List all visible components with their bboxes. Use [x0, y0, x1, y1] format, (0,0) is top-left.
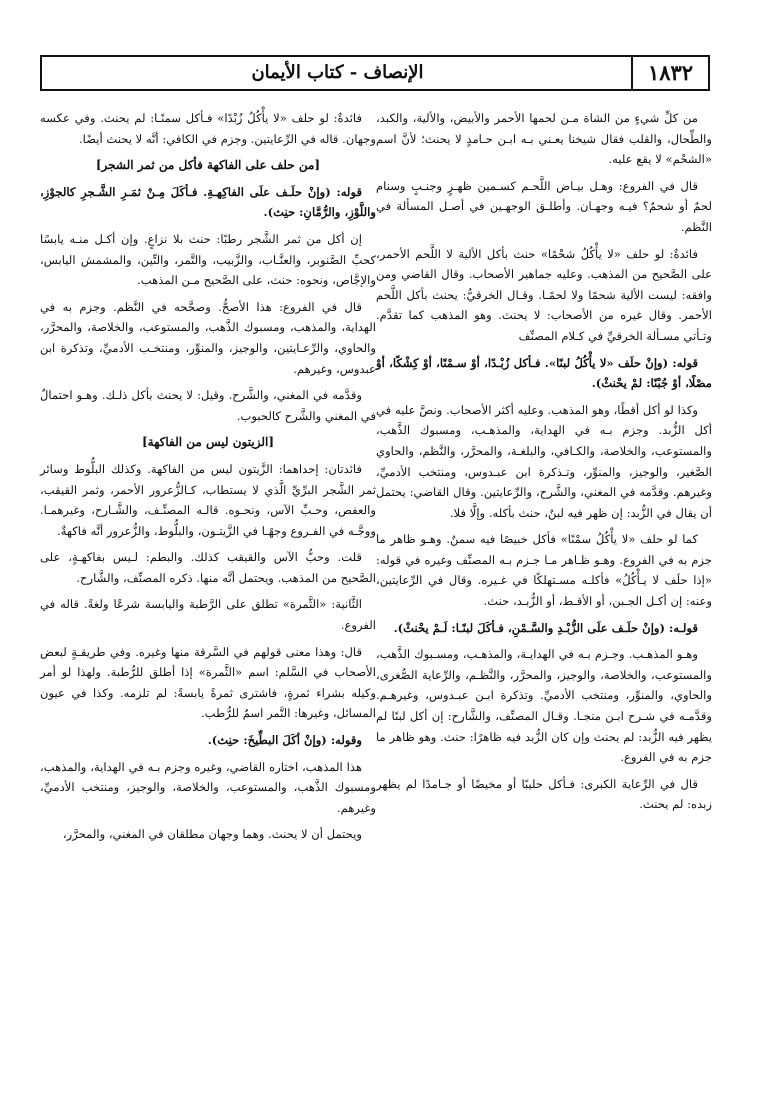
- left-column: [40, 108, 376, 851]
- paragraph: فائدةٌ: لو حلف «لا يأْكُلُ زُبْدًا» فـأكل سمنًـا: لم يحنث. وفي عكسه وجهان. قاله في الرِّعايتين. وجزم في الكافي: أنَّه لا يحنث أيضًا.: [40, 111, 376, 146]
- paragraph: إن أكل من ثمر الشَّجر رطبًا: حنث بلا نزاعٍ. وإن أكـل منـه يابسًا كحبِّ الصَّنوبر، والعنَّـاب، والزَّبيب، والتَّمر، والتِّين، والمشمش اليابس، والإجَّاص، ونحوه: حنث، على الصَّحيح مـن المذهب.: [40, 231, 376, 288]
- paragraph: قال في الرِّعاية الكبرى: فـأكل حليبًا أو مخيضًا أو جـامدًا لم يظهر زبده: لم يحنث.: [376, 776, 712, 812]
- paragraph: قال في الفروع: وهـل بيـاض اللَّحـم كسـمين ظهـرٍ وجنـبٍ وسنام لحمٌ أو شحمٌ؟ فيـه وجهـان. وأطلـق الوجهـين في أصـل المسألة في النَّظم.: [376, 178, 712, 234]
- quoted-text: قولـه: (وإنْ حلَـف علَى الزُّبْـدِ والسَّـمْنِ، فـأكَلَ لبنًـا: لَـمْ يحْنثْ).: [393, 620, 698, 635]
- quoted-text: قوله: (وإنْ حلَف «لا يأْكُلُ لبنًا». فـأكل زُبْـدًا، أوْ سـمْنًا، أوْ كِشْكًا، أوْ مصْلًا، أوْ جُبْنًا: لمْ يحْنثْ).: [376, 355, 712, 391]
- section-heading: [من حلف على الفاكهة فأكل من ثمر الشجر]: [95, 158, 321, 173]
- paragraph: فائدتان: إحداهما: الزَّيتون ليس من الفاكهة. وكذلك البلُّوط وسائر ثمر الشَّجر البرِّيِّ الَّذي لا يستطاب، كـالزُّعرور الأحمر، وثمر القيقب، والعفص، وحـبِّ الآس، ونحـوه. قالـه المصنِّـف، والشَّـارح، وغيرهمـا. ووجَّـه في الفـروع وجهًـا في الزَّيتـون، والبلُّوط، والزُّعرور أنَّه فاكهةٌ.: [40, 461, 376, 538]
- running-title: الإنصاف - كتاب الأيمان: [251, 62, 424, 83]
- paragraph: فائدةٌ: لو حلف «لا يأْكُلُ شحْمًا» حنث بأكل الألية لا اللَّحم الأحمر، على الصَّحيح من المذهب. وعليه جماهير الأصحاب. وقال القاضي ومن وافقه: ليست الألية شحمًا ولا لحمًـا. وقـال الخرقيُّ: يحنث بأكل اللَّحم الأحمر. وقال غيره من الأصحاب: لا يحنث. وهو المذهب كما تقدَّم. وتـأتي مسـألة الخرقيِّ في كـلام المصنِّف: [376, 246, 712, 343]
- page-number: ١٨٣٢: [631, 57, 708, 89]
- section-heading: [الزيتون ليس من الفاكهة]: [141, 435, 274, 450]
- paragraph: وهـو المذهـب. وجـزم بـه في الهدايـة، والمذهـب، ومسـبوك الذَّهب، والمستوعب، والخلاصة، والوجيز، والمحرَّر، والنَّظـم، والرِّعاية الصُّغرى، والحاوي، والمنوِّر، ومنتخب الأدميِّ. وتذكرة ابـن عبـدوس، وغيرهـم. وقدَّمـه في شـرح ابـن منجـا. وقـال المصنِّف، والشَّارح: إن أكل لبنًا لم يظهر فيه الزُّبد: لم يحنث وإن كان الزُّبد فيه ظاهرًا: حنث. وهو ظاهر ما جزم به في الفروع.: [376, 647, 712, 765]
- paragraph: قلت. وحبُّ الآس والقيقب كذلك. والبطم: لـيس بفاكهـةٍ، على الصَّحيح من المذهب. ويحتمل أنَّه منها. ذكره المصنِّف، والشَّارح.: [40, 550, 376, 585]
- paragraph: ويحتمل أن لا يحنث. وهما وجهان مطلقان في المغني، والمحرَّر،: [62, 827, 362, 842]
- quoted-text: وقوله: (وإنْ أكَلَ البطِّيخَ: حنِث).: [207, 733, 362, 748]
- paragraph: هذا المذهب، اختاره القاضي، وغيره وجزم بـه في الهداية، والمذهب، ومسبوك الذَّهب، والمستوعب، والخلاصة، والوجيز، ومنتخب الأدميِّ، وغيرهم.: [40, 759, 376, 815]
- paragraph: وكذا لو أكل أقطًا، وهو المذهب. وعليه أكثر الأصحاب. ونصَّ عليه في أكل الزُّبد. وجزم بـه في الهداية، والمذهـب، ومسبوك الذَّهب، والمستوعب، والخلاصة، والكـافي، والبلغـة، والمحرَّر، والنَّظم، والحاوي الصَّغير، والوجيز، والمنوِّر، وتـذكرة ابن عبـدوس، ومنتخب الأدميِّ، وغيرهم. وقدَّمه في المغني، والشَّرح، والرِّعايتين. وقال القاضي: يحتمل أن يقال في الزُّبد: إن ظهر فيه لبنٌ، حنث بأكله. وإلَّا فلا.: [376, 402, 712, 520]
- paragraph: من كلِّ شيءٍ من الشاة مـن لحمها الأحمر والأبيض، والألية، والكبد، والطِّحال، والقلب فقال شيخنا يعـني بـه ابـن حـامدٍ لا يحنث؛ لأنَّ اسم «الشحْم» لا يقع عليه.: [376, 111, 712, 167]
- page-header: [40, 55, 710, 91]
- paragraph: وقدَّمه في المغني، والشَّرح. وقيل: لا يحنث بأكل ذلـك. وهـو احتمالٌ في المغني والشَّرح كالحبوب.: [40, 388, 376, 423]
- quoted-text: قوله: (وإنْ حلَـف علَى الفاكِهـةِ. فـأكَلَ مِـنْ ثمَـرِ الشَّـجرِ كالجوْزِ، واللَّوْزِ، والرُّمَّانِ: حنِث).: [40, 184, 376, 220]
- paragraph: الثَّانية: «الثَّمرة» تطلق على الرَّطبة واليابسة شرعًا ولغةً. قاله في الفروع.: [40, 597, 376, 633]
- paragraph: كما لو حلف «لا يأْكُلُ سمْنًا» فأكل خبيصًا فيه سمنٌ. وهـو ظاهر ما جزم به في الفروع. وهـو ظـاهر مـا جـزم بـه المصنِّف وغيره في قوله: «إذا حلَف لا يـأْكُلُ» فأكلـه مسـتهلكًا في غـيره. وقال في الرِّعايتين، وعنه: إن أكـل الجـبن، أو الأقـط، أو الزُّبـد، حنث.: [376, 532, 712, 609]
- right-column: [376, 108, 712, 821]
- paragraph: قال في الفروع: هذا الأصحُّ. وصحَّحه في النَّظم. وجزم به في الهداية، والمذهب، ومسبوك الذَّهب، والمستوعب، والخلاصة، والمحرَّر، والحاوي، والرِّعـايتين، والوجيز، والمنوِّر، ومنتخـب الأدميِّ، وتذكرة ابن عبدوس، وغيرهم.: [40, 299, 376, 376]
- paragraph: قال: وهذا معنى قولهم في السَّرقة منها وغيره. وفي طريقـةٍ لبعض الأصحاب في السَّلم: اسم «الثَّمرة» إذا أطلق للرُّطبة. ولهذا لو أمر وكيله بشراء ثمرةٍ، فاشترى ثمرةً يابسةً: لم تلزمه. وكذا في عيون المسائل، وغيرها: التَّمر اسمٌ للرُّطب.: [40, 644, 376, 721]
